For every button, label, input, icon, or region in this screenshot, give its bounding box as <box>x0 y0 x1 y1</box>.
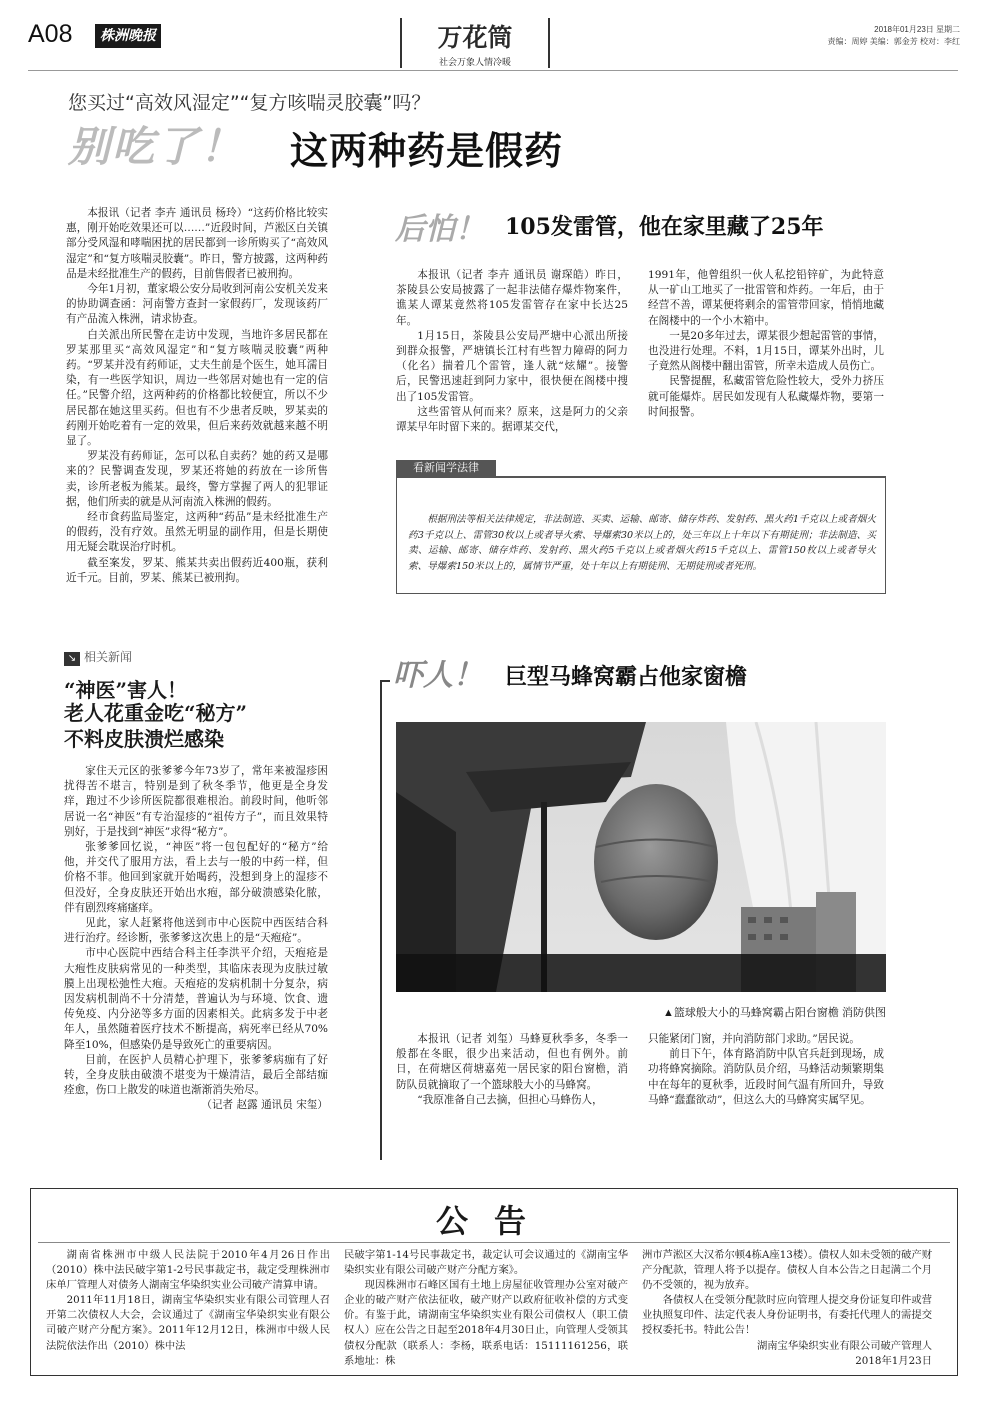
wasp-nest-photo <box>396 722 886 992</box>
paragraph: 前日下午，体育路消防中队官兵赶到现场，成功将蜂窝摘除。消防队员介绍，马蜂活动频繁期集中在每年的夏秋季，近段时间气温有所回升，导致马蜂“蠢蠢欲动”，但这么大的马蜂窝实属罕见。 <box>648 1048 884 1106</box>
related-story-body <box>64 764 328 1114</box>
arrow-icon: ↘ <box>64 652 80 666</box>
main-headline-accent: 别吃了！ <box>68 122 245 171</box>
paragraph: 经市食药监局鉴定，这两种“药品”是未经批准生产的假药，没有疗效。虽然无明显的副作用，但是长期使用无疑会耽误治疗时机。 <box>66 511 328 554</box>
photo-building-window <box>748 917 756 923</box>
paragraph: 今年1月初，董家塅公安分局收到河南公安机关发来的协助调查函：河南警方查封一家假药厂，发现该药厂有产品流入株洲，请求协查。 <box>66 283 328 326</box>
wasp-body-col2 <box>648 1032 884 1108</box>
detonator-headline: 105发雷管，他在家里藏了25年 <box>505 214 824 240</box>
paragraph: 2011年11月18日，湖南宝华染织实业有限公司管理人召开第二次债权人大会，会议通过了《湖南宝华染织实业有限公司破产财产分配方案》。2011年12月12日，株洲市中级人民法院依法作出（2010）株中法 <box>46 1294 330 1352</box>
photo-railing <box>396 954 886 992</box>
paragraph: 民破字第1-14号民事裁定书，裁定认可会议通过的《湖南宝华染织实业有限公司破产财产分配方案》。 <box>344 1249 628 1277</box>
related-headline-2 <box>64 700 247 752</box>
paragraph: 本报讯（记者 李卉 通讯员 谢琛皓）昨日，茶陵县公安局披露了一起非法储存爆炸物案件，谯某人谭某竟然将105发雷管存在家中长达25年。 <box>396 269 628 327</box>
paragraph: 张爹爹回忆说，“神医”将一包包配好的“秘方”给他，并交代了服用方法，看上去与一般的中药一样，但价格不菲。他回到家就开始喝药，没想到身上的湿疹不但没好，全身皮肤还开始出水疱，部分破溃感染化脓，伴有剧烈疼痛瘙痒。 <box>64 841 328 914</box>
section-subtitle: 社会万象人情冷暖 <box>438 57 511 67</box>
related-news-tag <box>64 648 132 666</box>
byline: （记者 赵露 通讯员 宋玺） <box>201 1099 328 1112</box>
paragraph: 见此，家人赶紧将他送到市中心医院中西医结合科进行治疗。经诊断，张爹爹这次患上的是“天疱疮”。 <box>64 917 328 945</box>
detonator-tag: 后怕！ <box>395 212 485 247</box>
detonator-body-col2 <box>648 268 884 420</box>
paragraph: 市中心医院中西结合科主任李洪平介绍，天疱疮是大疱性皮肤病常见的一种类型，其临床表现为皮肤过敏膜上出现松弛性大疱。天疱疮的发病机制十分复杂，病因发病机制尚不十分清楚，普遍认为与环境、饮食、遗传免疫、内分泌等多方面的因素相关。此病多发于中老年人，虽然随着医疗技术不断提高，病死率已经从70%降至10%，但感染仍是导致死亡的重要病因。 <box>64 947 328 1051</box>
notice-date: 2018年1月23日 <box>855 1354 932 1367</box>
paragraph: 1月15日，茶陵县公安局严塘中心派出所接到群众报警，严塘镇长江村有些智力障碍的阿力（化名）揣着几个雷管，逢人就“炫耀”。接警后，民警迅速赶到阿力家中，很快便在阁楼中搜出了105发雷管。 <box>396 329 628 403</box>
masthead-logo: 株洲晚报 <box>95 24 161 48</box>
notice-col2 <box>344 1248 628 1369</box>
paragraph: 各债权人在受领分配款时应向管理人提交身份证复印件或营业执照复印件、法定代表人身份证明书，有委托代理人的需提交授权委托书。特此公告！ <box>642 1294 932 1337</box>
main-kicker: 您买过“高效风湿定”“复方咳喘灵胶囊”吗？ <box>68 92 431 114</box>
paragraph: 1991年，他曾组织一伙人私挖铅锌矿，为此特意从一矿山工地买了一批雷管和炸药。一年后，由于经营不善，谭某便将剩余的雷管带回家，悄悄地藏在阁楼中的一个小木箱中。 <box>648 269 884 327</box>
paragraph: 本报讯（记者 刘玺）马蜂夏秋季多，冬季一般都在冬眠，很少出来活动，但也有例外。前日，在荷塘区荷塘嘉苑一居民家的阳台窗檐，消防队员就摘取了一个篮球般大小的马蜂窝。 <box>396 1033 628 1091</box>
paragraph: 现因株洲市石峰区国有土地上房屋征收管理办公室对破产企业的破产财产依法征收，破产财产以政府征收补偿的方式变价。有鉴于此，请湖南宝华染织实业有限公司债权人（职工债权人）应在公告之日起至2018年4月30日止，向管理人受领其债权分配款（联系人：李杨，联系电话：15111161256，联系地址：株 <box>344 1279 628 1367</box>
paragraph: 洲市芦淞区大汉希尔顿4栋A座13楼）。债权人如未受领的破产财产分配款，管理人将予以提存。债权人自本公告之日起满二个月仍不受领的，视为放弃。 <box>642 1249 932 1292</box>
related-headline-line: 老人花重金吃“秘方” <box>64 701 248 725</box>
paragraph: 家住天元区的张爹爹今年73岁了，常年来被湿疹困扰得苦不堪言，特别是到了秋冬季节，他更是全身发痒，跑过不少诊所医院都很难根治。前段时间，他听邻居说一名“神医”有专治湿疹的“祖传方子”，而且效果特别好，于是找到“神医”求得“秘方”。 <box>64 765 328 838</box>
wasp-tag: 吓人！ <box>393 658 483 693</box>
photo-building-window <box>764 917 772 923</box>
paragraph: 本报讯（记者 李卉 通讯员 杨玲）“这药价格比较实惠，刚开始吃效果还可以……”近段时间，芦淞区白关镇部分受风湿和哮喘困扰的居民都到一诊所购买了“高效风湿定”和“复方咳喘灵胶囊”。昨日，警方披露，这两种药品是未经批准生产的假药，目前售假者已被刑拘。 <box>66 207 328 280</box>
main-story-body <box>66 206 328 586</box>
photo-building-window <box>780 917 788 923</box>
page-number: A08 <box>28 20 73 48</box>
paragraph: “我原准备自己去摘，但担心马蜂伤人， <box>417 1093 603 1106</box>
section-title: 万花筒 <box>437 23 513 52</box>
header-rule <box>28 70 958 71</box>
paragraph: 白关派出所民警在走访中发现，当地许多居民都在罗某那里买“高效风湿定”和“复方咳喘灵胶囊”两种药。“罗某并没有药师证，丈夫生前是个医生，她耳濡目染，有一些医学知识，周边一些邻居对她也有一定的信任。”民警介绍，这两种药的价格都比较便宜，所以不少居民都在她这里买药。但也有不少患者反映，罗某卖的药刚开始吃着有一定的效果，但后来药效就越来越不明显了。 <box>66 328 328 448</box>
header-divider-left <box>400 18 402 68</box>
issue-date: 2018年01月23日 星期二 <box>874 25 960 34</box>
dateline <box>700 24 960 48</box>
paragraph: 只能紧闭门窗，并向消防部门求助。”居民说。 <box>648 1033 860 1045</box>
paragraph: 这些雷管从何而来？原来，这是阿力的父亲谭某早年时留下来的。据谭某交代， <box>396 405 628 434</box>
main-headline: 这两种药是假药 <box>290 129 564 173</box>
photo-building-window <box>748 934 756 940</box>
header-divider-right <box>548 18 550 68</box>
related-news-label: 相关新闻 <box>84 650 133 664</box>
wasp-body-col1 <box>396 1032 628 1108</box>
story-vertical-rule <box>380 680 382 1160</box>
paragraph: 民警提醒，私藏雷管危险性较大，受外力挤压就可能爆炸。居民如发现有人私藏爆炸物，要第一时间报警。 <box>648 375 884 418</box>
photo-building-window <box>780 934 788 940</box>
paragraph: 目前，在医护人员精心护理下，张爹爹病痂有了好转，全身皮肤由破溃不堪变为干燥清洁，最后全部结痂痊愈，伤口上散发的味道也渐渐消失殆尽。 <box>64 1053 328 1097</box>
paragraph: 罗某没有药师证，怎可以私自卖药？她的药又是哪来的？民警调查发现，罗某还将她的药放在一诊所售卖，诊所老板为熊某。最终，警方掌握了两人的犯罪证据，他们所卖的就是从河南流入株洲的假药。 <box>66 450 328 508</box>
photo-wasp-nest <box>594 784 718 940</box>
notice-col1 <box>46 1248 330 1354</box>
law-box-text: 根据刑法等相关法律规定，非法制造、买卖、运输、邮寄、储存炸药、发射药、黑火药1千克以上或者烟火药3千克以上、雷管30枚以上或者导火索、导爆索30米以上的，处三年以上十年以下有期徒刑；非法制造、买卖、运输、邮寄、储存炸药、发射药、黑火药5千克以上或者烟火药15千克以上、雷管150枚以上或者导火索、导爆索150米以上的，属情节严重，处十年以上有期徒刑、无期徒刑或者死刑。 <box>408 514 876 572</box>
paragraph: 一晃20多年过去，谭某很少想起雷管的事情，也没进行处理。不料，1月15日，谭某外出时，儿子竟然从阁楼中翻出雷管，所幸未造成人员伤亡。 <box>648 329 884 373</box>
detonator-body-col1 <box>396 268 628 435</box>
related-headline-line: 不料皮肤溃烂感染 <box>64 727 224 751</box>
photo-building-window <box>764 934 772 940</box>
notice-title: 公告 <box>435 1202 552 1240</box>
paragraph: 湖南省株洲市中级人民法院于2010年4月26日作出（2010）株中法民破字第1-2号民事裁定书，裁定受理株洲市床单厂管理人对债务人湖南宝华染织实业公司破产清算申请。 <box>46 1249 330 1292</box>
related-headline-1: “神医”害人！ <box>64 678 188 702</box>
law-box-tag: 看新闻学法律 <box>396 460 496 476</box>
notice-col3 <box>642 1248 932 1369</box>
notice-rule <box>38 1242 950 1243</box>
editor-credits: 责编：周婷 美编：郭金芳 校对：李红 <box>827 37 960 46</box>
photo-caption: ▲篮球般大小的马蜂窝霸占阳台窗檐 消防供图 <box>663 1007 886 1019</box>
wasp-headline: 巨型马蜂窝霸占他家窗檐 <box>505 664 748 690</box>
notice-signature: 湖南宝华染织实业有限公司破产管理人 <box>756 1339 932 1352</box>
paragraph: 截至案发，罗某、熊某共卖出假药近400瓶，获利近千元。目前，罗某、熊某已被刑拘。 <box>66 556 328 584</box>
